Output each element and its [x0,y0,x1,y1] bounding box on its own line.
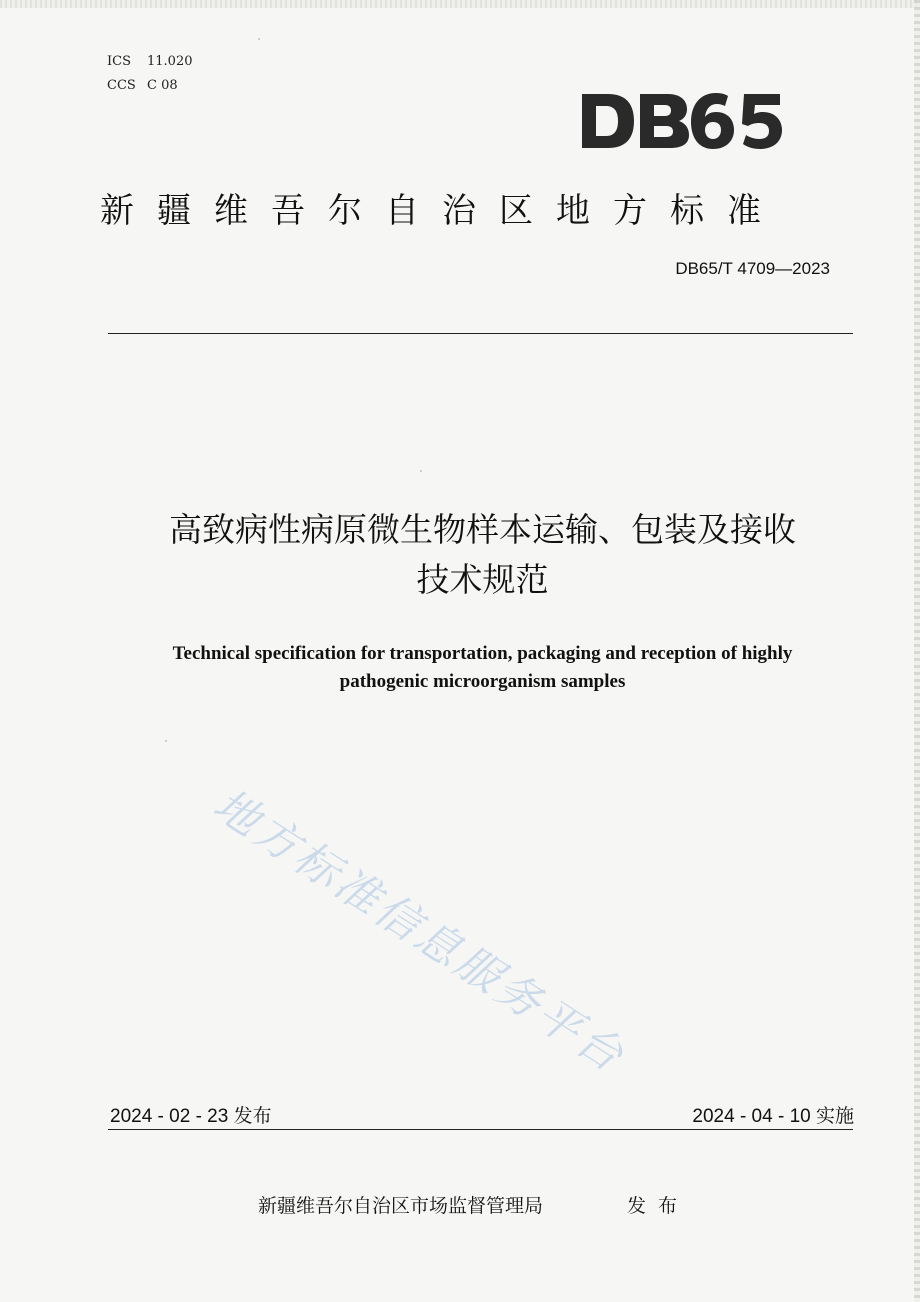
implementation-date: 2024 - 04 - 10 实施 [692,1106,854,1127]
ccs-code-row [107,74,193,98]
region-standard-title: 新疆维吾尔自治区地方标准 [100,191,784,231]
issue-date: 2024 - 02 - 23 发布 [110,1106,272,1127]
title-en-line-2: pathogenic microorganism samples [339,671,626,692]
scan-edge-top [0,0,920,8]
ics-label: ICS [107,54,131,69]
document-title-english [60,640,905,696]
ics-code-row [107,50,193,74]
publisher-name: 新疆维吾尔自治区市场监督管理局 [258,1195,544,1217]
ccs-value: C 08 [147,78,178,93]
standard-number: DB65/T 4709—2023 [675,259,830,278]
scan-speck [258,38,260,40]
db65-logo [578,82,788,160]
divider-bottom [108,1129,853,1130]
ics-value: 11.020 [147,54,193,69]
ccs-label: CCS [107,78,136,93]
classification-codes [107,50,193,98]
title-cn-line-1: 高致病性病原微生物样本运输、包装及接收 [169,510,796,549]
divider-top [108,333,853,334]
publish-action: 发布 [627,1195,690,1217]
title-cn-line-2: 技术规范 [416,560,549,599]
document-title-chinese [60,505,905,605]
watermark-text: 地方标准信息服务平台 [204,779,635,1084]
title-en-line-1: Technical specification for transportation, packaging and reception of highly [172,643,793,664]
scan-speck [165,740,167,742]
scan-edge-right [914,0,920,1302]
scan-speck [420,470,422,472]
